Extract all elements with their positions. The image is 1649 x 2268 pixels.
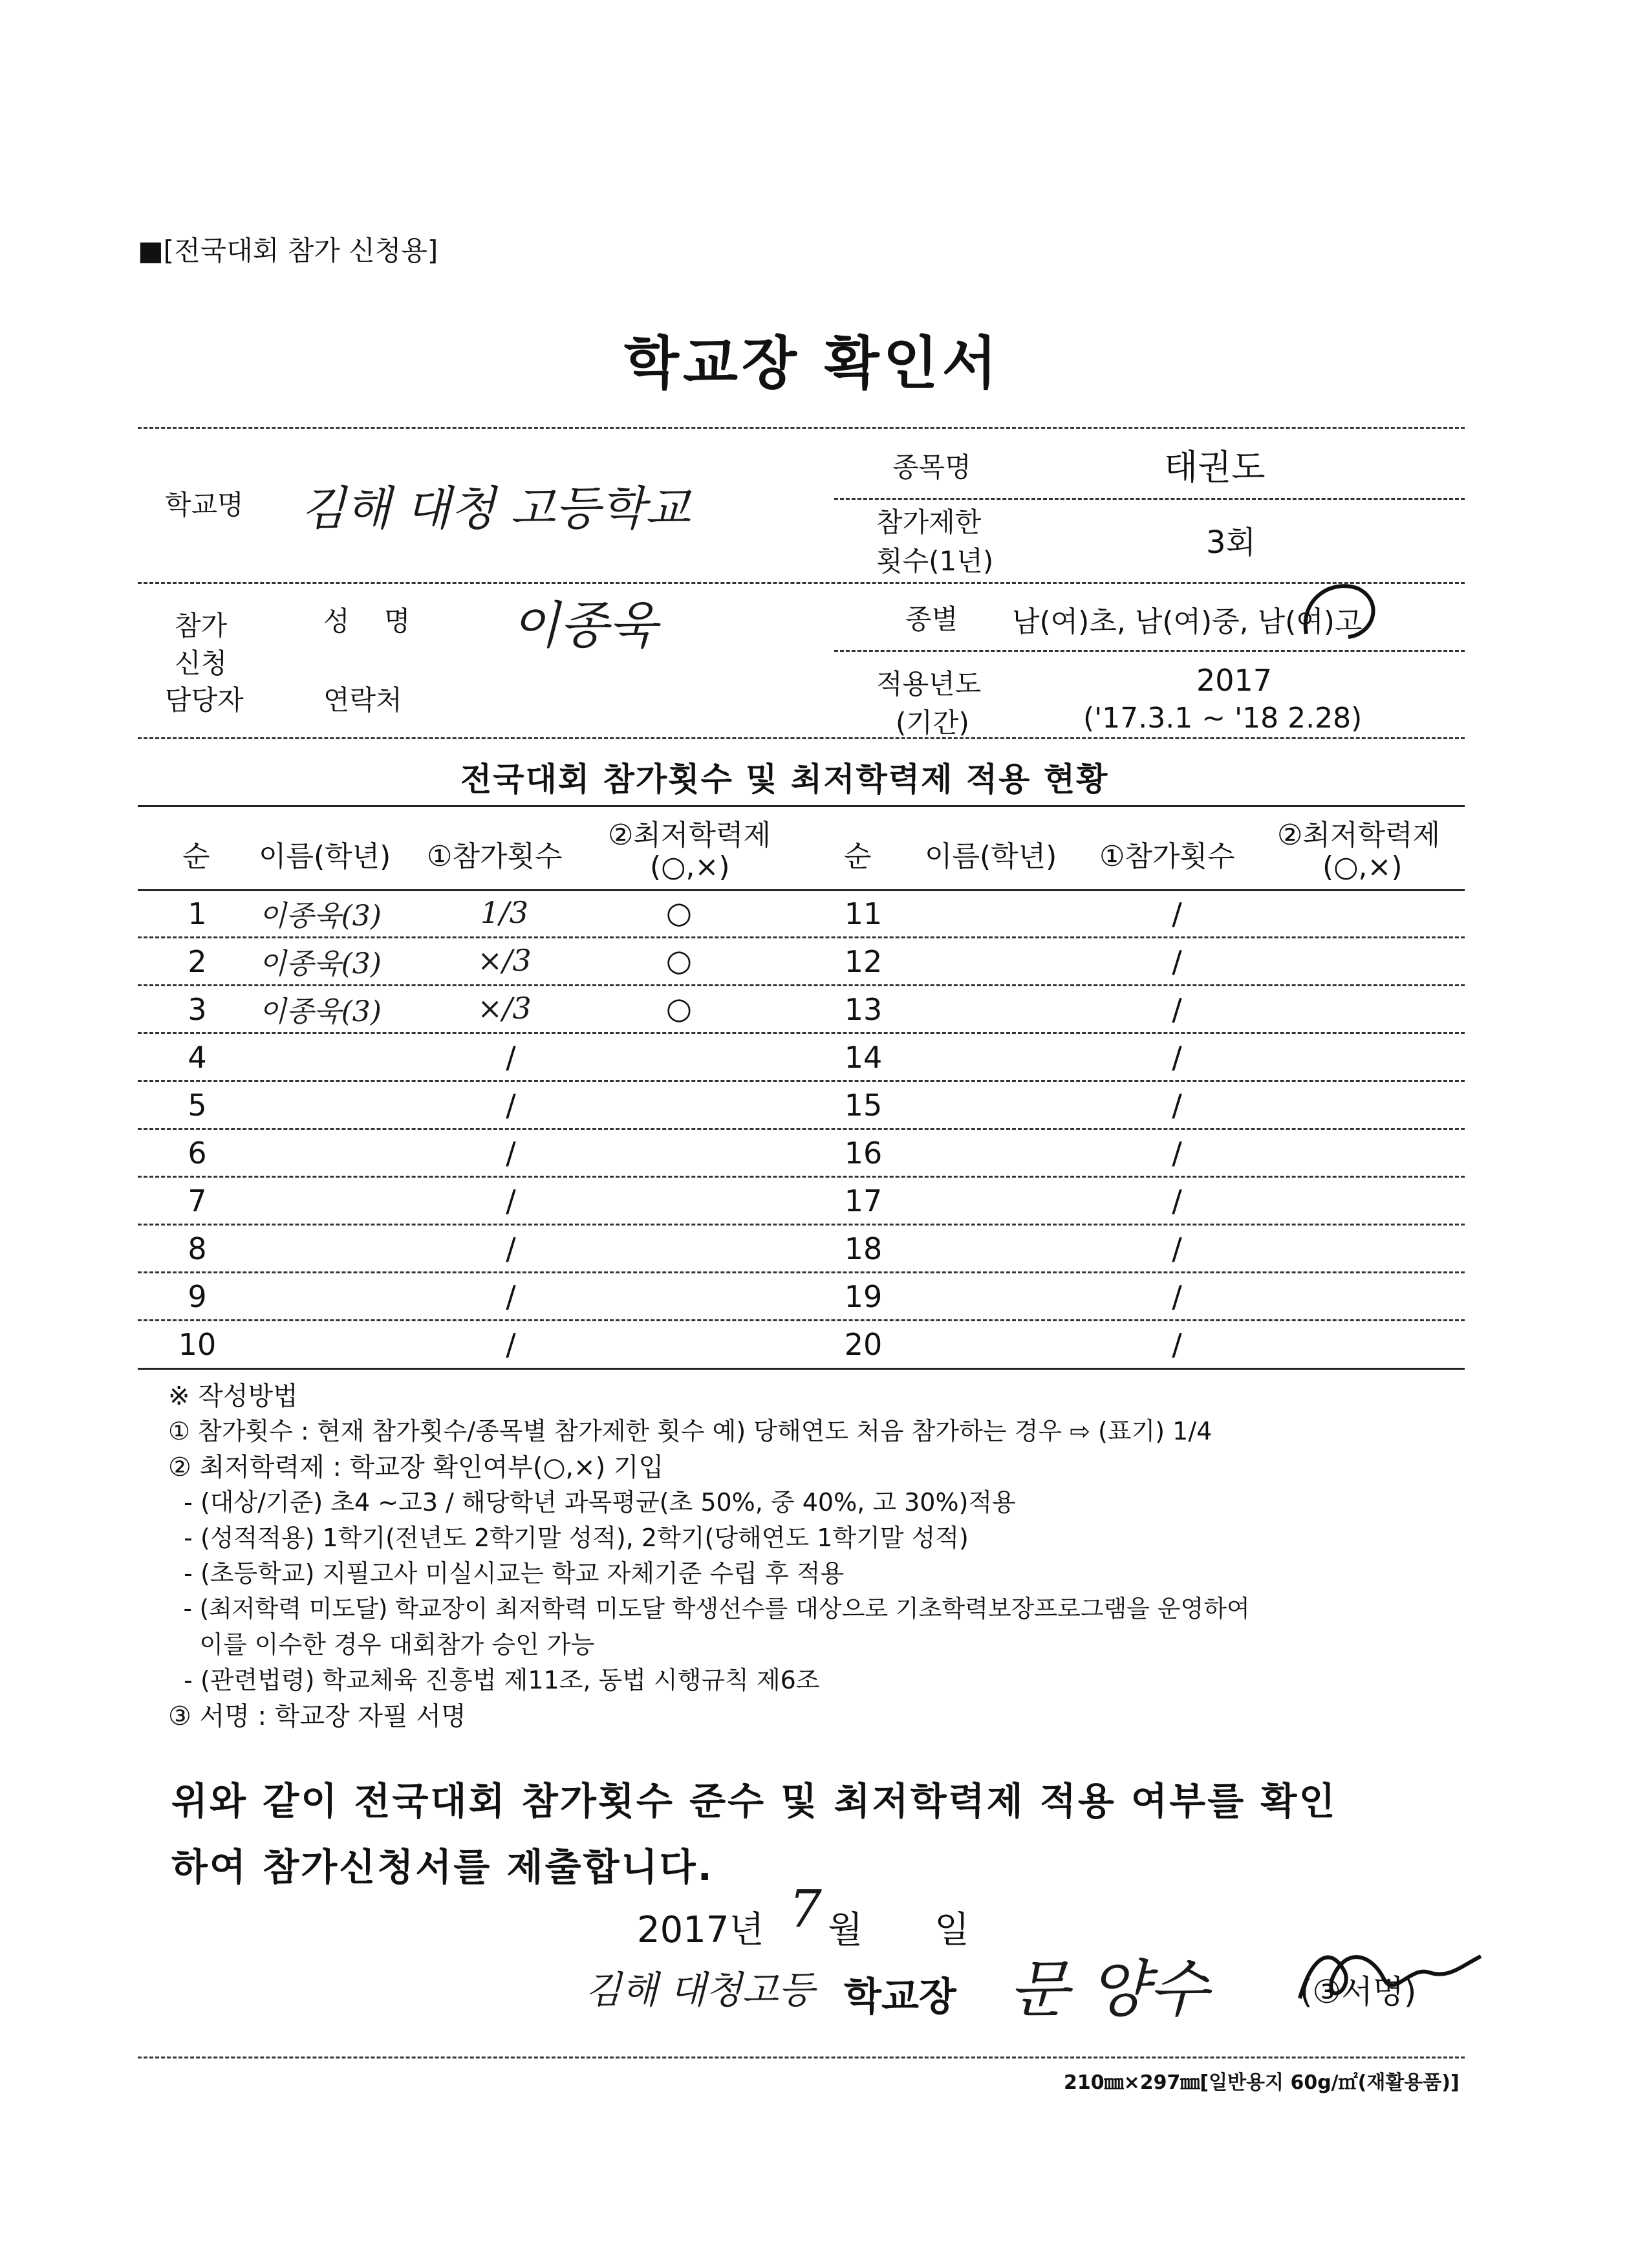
col-header-min-right-ox: (○,×) (1322, 850, 1403, 883)
statement-line-2: 하여 참가신청서를 제출합니다. (171, 1845, 714, 1889)
divider (138, 936, 1465, 938)
divider (138, 427, 1465, 429)
row-count: / (506, 1183, 516, 1218)
row-count: / (506, 1327, 516, 1362)
statement-line-1: 위와 같이 전국대회 참가횟수 준수 및 최저학력제 적용 여부를 확인 (171, 1779, 1337, 1823)
row-no: 18 (844, 1231, 883, 1266)
divider (138, 1176, 1465, 1178)
row-count: / (1172, 1231, 1182, 1266)
row-no: 17 (844, 1183, 883, 1218)
row-count: / (1172, 944, 1182, 979)
instruction-line: - (관련법령) 학교체육 진흥법 제11조, 동법 시행규칙 제6조 (168, 1666, 820, 1694)
row-no: 14 (844, 1040, 883, 1075)
instruction-line: - (최저학력 미도달) 학교장이 최저학력 미도달 학생선수를 대상으로 기초학력보장프로그램을 운영하여 (168, 1595, 1250, 1623)
divider (834, 498, 1465, 500)
instructions-heading: ※ 작성방법 (168, 1381, 298, 1411)
row-name: 이종욱(3) (259, 900, 382, 933)
row-no: 10 (178, 1327, 217, 1362)
row-count: ×/3 (477, 991, 532, 1026)
limit-label: 참가제한 (876, 506, 982, 538)
row-no: 11 (844, 896, 883, 931)
gender-label: 종별 (905, 603, 958, 635)
row-count: / (506, 1088, 516, 1123)
signer-school: 김해 대청고등 (585, 1968, 815, 2012)
row-name: 이종욱(3) (259, 995, 382, 1028)
row-no: 3 (188, 992, 207, 1027)
row-count: / (1172, 1040, 1182, 1075)
row-no: 20 (844, 1327, 883, 1362)
date-month-label: 월 (828, 1909, 863, 1951)
instruction-line: - (초등학교) 지필고사 미실시교는 학교 자체기준 수립 후 적용 (168, 1559, 845, 1588)
school-name-value: 김해 대청 고등학교 (301, 481, 691, 535)
signer-title: 학교장 (844, 1974, 956, 2020)
instruction-line: - (성적적용) 1학기(전년도 2학기말 성적), 2학기(당해연도 1학기말 성적) (168, 1524, 969, 1552)
divider (138, 1128, 1465, 1130)
divider (138, 1319, 1465, 1321)
row-count: / (506, 1136, 516, 1171)
gender-circle-mark (1293, 572, 1390, 650)
signer-name: 문 양수 (1009, 1953, 1209, 2025)
row-count: / (506, 1040, 516, 1075)
contact-label: 연락처 (323, 684, 402, 716)
period-label: (기간) (896, 707, 969, 739)
limit-label-unit: 횟수(1년) (876, 545, 994, 577)
row-no: 16 (844, 1136, 883, 1171)
col-header-count-right: ①참가횟수 (1099, 840, 1235, 873)
applicant-label-3: 담당자 (165, 684, 244, 716)
divider (138, 1368, 1465, 1370)
instruction-line: ③ 서명 : 학교장 자필 서명 (168, 1701, 466, 1731)
row-min: ○ (665, 943, 693, 978)
col-header-no-right: 순 (844, 840, 872, 873)
signature-mark (1287, 1927, 1494, 2024)
row-count: / (1172, 1327, 1182, 1362)
instruction-line: ② 최저학력제 : 학교장 확인여부(○,×) 기입 (168, 1453, 664, 1482)
row-count: / (1172, 1183, 1182, 1218)
row-count: / (1172, 896, 1182, 931)
row-count: / (1172, 992, 1182, 1027)
paper-spec-footer: 210㎜×297㎜[일반용지 60g/㎡(재활용품)] (1064, 2071, 1460, 2094)
row-count: / (506, 1231, 516, 1266)
divider (138, 1080, 1465, 1082)
date-day-label: 일 (934, 1909, 970, 1951)
year-label: 적용년도 (876, 668, 982, 700)
applicant-label: 참가 (175, 610, 228, 642)
form-type-tag: ■[전국대회 참가 신청용] (138, 235, 438, 266)
row-count: / (1172, 1088, 1182, 1123)
instruction-line: 이를 이수한 경우 대회참가 승인 가능 (168, 1630, 595, 1659)
row-no: 8 (188, 1231, 207, 1266)
row-no: 9 (188, 1279, 207, 1314)
page-title: 학교장 확인서 (624, 330, 1001, 396)
divider (138, 984, 1465, 986)
col-header-no-left: 순 (182, 840, 210, 873)
row-name: 이종욱(3) (259, 947, 382, 980)
divider (138, 1224, 1465, 1226)
applicant-label-2: 신청 (175, 647, 228, 679)
divider (138, 1271, 1465, 1273)
divider (138, 737, 1465, 739)
status-title: 전국대회 참가횟수 및 최저학력제 적용 현황 (460, 761, 1109, 798)
row-no: 1 (188, 896, 207, 931)
row-count: / (506, 1279, 516, 1314)
applicant-name-value: 이종욱 (511, 597, 658, 655)
col-header-min-left-ox: (○,×) (650, 850, 730, 883)
divider (138, 805, 1465, 807)
col-header-min-right: ②최저학력제 (1277, 819, 1440, 852)
row-min: ○ (665, 991, 693, 1026)
instruction-line: ① 참가횟수 : 현재 참가횟수/종목별 참가제한 횟수 예) 당해연도 처음 참가하는 경우 ⇨ (표기) 1/4 (168, 1417, 1212, 1445)
school-name-label: 학교명 (165, 489, 244, 521)
row-no: 4 (188, 1040, 207, 1075)
sign-label: (③서명) (1300, 1973, 1417, 2011)
divider (138, 582, 1465, 584)
row-no: 7 (188, 1183, 207, 1218)
row-min: ○ (665, 895, 693, 930)
instruction-line: - (대상/기준) 초4 ~고3 / 해당학년 과목평균(초 50%, 중 40%, 고 30%)적용 (168, 1488, 1016, 1517)
row-no: 2 (188, 944, 207, 979)
row-no: 13 (844, 992, 883, 1027)
row-count: / (1172, 1279, 1182, 1314)
row-no: 6 (188, 1136, 207, 1171)
divider (138, 1032, 1465, 1034)
gender-value: 남(여)초, 남(여)중, 남(여)고 (1012, 605, 1363, 638)
row-no: 5 (188, 1088, 207, 1123)
row-no: 12 (844, 944, 883, 979)
col-header-name-left: 이름(학년) (259, 840, 391, 873)
row-count: ×/3 (477, 943, 532, 978)
period-value: ('17.3.1 ~ '18 2.28) (1083, 702, 1363, 735)
sport-value: 태권도 (1164, 447, 1266, 488)
col-header-name-right: 이름(학년) (925, 840, 1057, 873)
applicant-name-label: 성 명 (323, 605, 411, 637)
divider (138, 889, 1465, 891)
row-no: 15 (844, 1088, 883, 1123)
col-header-count-left: ①참가횟수 (427, 840, 563, 873)
limit-value: 3회 (1206, 524, 1256, 561)
col-header-min-left: ②최저학력제 (608, 819, 771, 852)
row-count: 1/3 (480, 895, 529, 930)
row-count: / (1172, 1136, 1182, 1171)
divider (138, 2057, 1465, 2058)
sport-label: 종목명 (892, 451, 971, 483)
date-year: 2017년 (637, 1909, 764, 1951)
date-month-value: 7 (789, 1879, 822, 1939)
year-value: 2017 (1196, 663, 1273, 698)
row-no: 19 (844, 1279, 883, 1314)
divider (834, 650, 1465, 652)
